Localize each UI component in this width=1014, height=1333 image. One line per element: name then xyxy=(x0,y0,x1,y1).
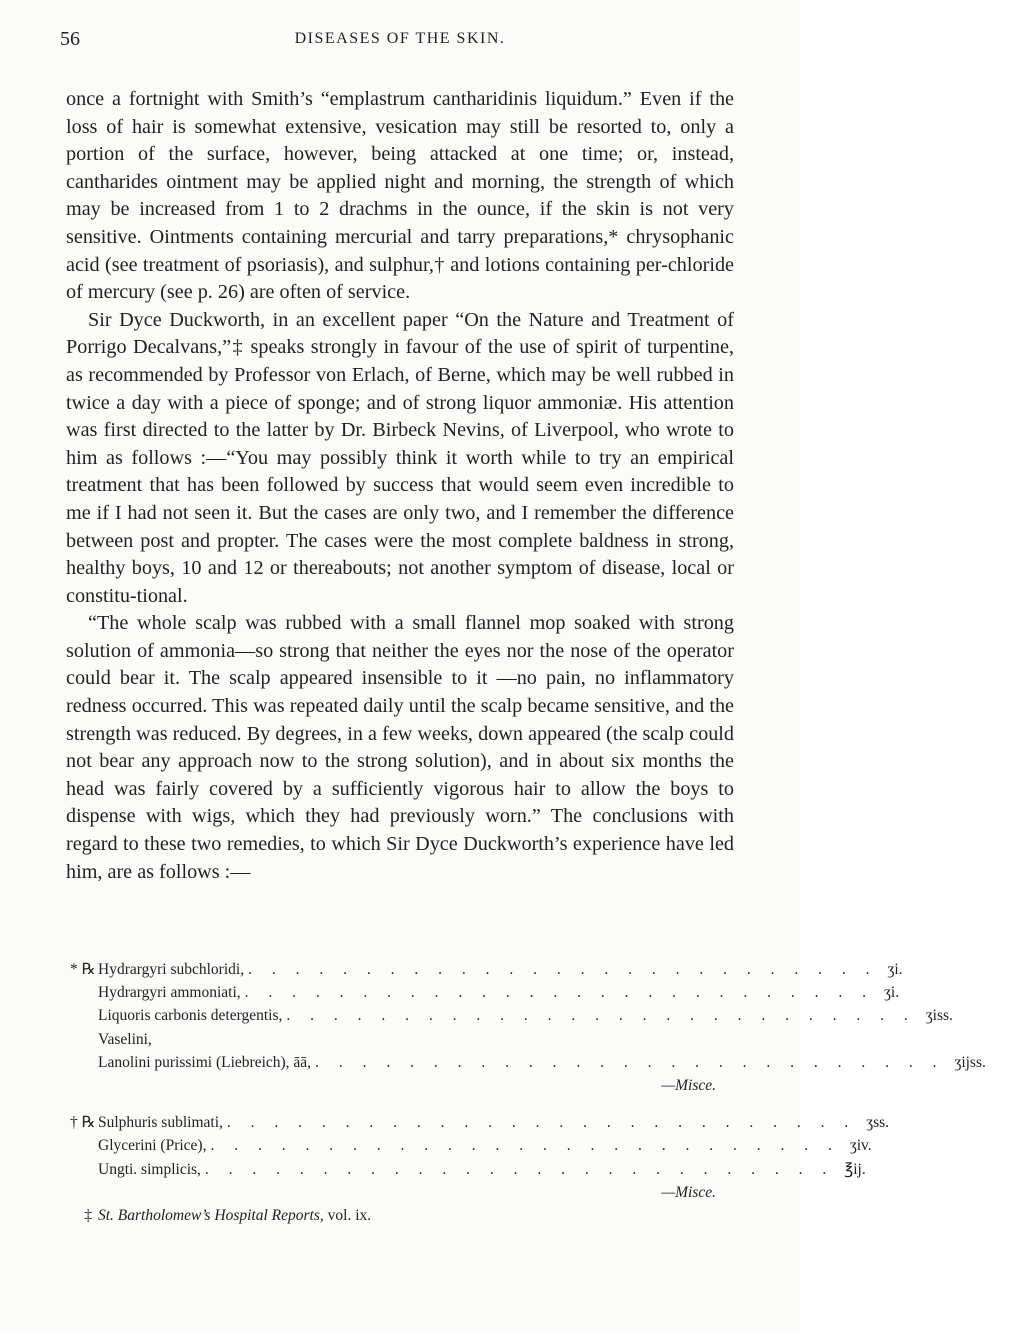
ingredient: Sulphuris sublimati, xyxy=(98,1114,223,1132)
paragraph: Sir Dyce Duckworth, in an excellent paper “On the Nature and Treatment of Porrigo Decalvans,”‡ speaks strongly in favour of the use of spirit of turpentine, as recommended by Professor von Erlach, of Berne, which may be well rubbed in twice a day with a piece of sponge; and of strong liquor ammoniæ. His attention was first directed to the latter by Dr. Birbeck Nevins, of Liverpool, who wrote to him as follows :—“You may possibly think it worth while to try an empirical treatment that has been followed by success that would seem even incredible to me if I had not seen it. But the cases are only two, and I remember the difference between post and propter. The cases were the most complete baldness in strong, healthy boys, 10 and 12 or thereabouts; not another symptom of disease, local or constitu-tional. xyxy=(66,308,734,607)
misce-label: —Misce. xyxy=(661,1077,716,1095)
footnote-line xyxy=(70,1134,872,1157)
page-number: 56 xyxy=(60,28,80,50)
quantity: ʒijss. xyxy=(954,1053,986,1071)
footnote-line xyxy=(70,1111,890,1134)
footnote-mark: † ℞ xyxy=(70,1114,96,1132)
page-header xyxy=(60,28,740,58)
footnote-line xyxy=(70,958,903,981)
quantity: ʒiss. xyxy=(925,1007,953,1025)
paragraph: “The whole scalp was rubbed with a small flannel mop soaked with strong solution of ammonia—so strong that neither the eyes nor the nose of the operator could bear it. The scalp appeared insensible to it —no pain, no inflammatory redness occurred. This was repeated daily until the scalp became sensitive, and the strength was reduced. By degrees, in a few weeks, down appeared (the scalp could not bear any approach now to the strong solution), and in about six months the head was fairly covered by a sufficiently vigorous hair to allow the boys to dispense with wigs, which they had previously worn.” The conclusions with regard to these two remedies, to which Sir Dyce Duckworth’s experience have led him, are as follows :— xyxy=(66,612,734,883)
footnote-reference xyxy=(70,1204,730,1227)
running-head: DISEASES OF THE SKIN. xyxy=(294,30,506,47)
ingredient: Glycerini (Price), xyxy=(98,1137,207,1155)
dot-leader: . . . . . . . . . . . . . . . . . . . . . . . . . . . xyxy=(286,1007,916,1025)
quantity: ʒss. xyxy=(866,1114,890,1132)
footnote-line xyxy=(70,1004,953,1027)
reference-title: St. Bartholomew’s Hospital Reports, xyxy=(98,1207,324,1225)
ingredient: Hydrargyri ammoniati, xyxy=(98,984,241,1002)
footnote-line xyxy=(70,1158,866,1181)
ingredient: Lanolini purissimi (Liebreich), āā, xyxy=(98,1053,312,1071)
dot-leader: . . . . . . . . . . . . . . . . . . . . . . . . . . . xyxy=(244,984,875,1002)
footnotes xyxy=(70,958,986,1227)
dot-leader: . . . . . . . . . . . . . . . . . . . . . . . . . . . xyxy=(204,1160,835,1178)
footnote-mark: * ℞ xyxy=(70,961,96,978)
dot-leader: . . . . . . . . . . . . . . . . . . . . . . . . . . . xyxy=(315,1053,945,1071)
dot-leader: . . . . . . . . . . . . . . . . . . . . . . . . . . . xyxy=(226,1114,857,1132)
dot-leader: . . . . . . . . . . . . . . . . . . . . . . . . . . . xyxy=(210,1137,840,1155)
footnote-line xyxy=(70,981,900,1004)
body-text xyxy=(66,86,734,886)
misce-label: —Misce. xyxy=(661,1183,716,1201)
dot-leader: . . . . . . . . . . . . . . . . . . . . . . . . . . . xyxy=(248,961,878,978)
ingredient: Liquoris carbonis detergentis, xyxy=(98,1007,283,1025)
footnote-mark: ‡ xyxy=(84,1207,92,1225)
paragraph: once a fortnight with Smith’s “emplastrum cantharidinis liquidum.” Even if the loss of hair is somewhat extensive, vesication may still be resorted to, only a portion of the surface, however, being attacked at one time; or, instead, cantharides ointment may be applied night and morning, the strength of which may be increased from 1 to 2 drachms in the ounce, if the skin is not very sensitive. Ointments containing mercurial and tarry preparations,* chrysophanic acid (see treatment of psoriasis), and sulphur,† and lotions containing per-chloride of mercury (see p. 26) are often of service. xyxy=(66,88,734,304)
ingredient: Hydrargyri subchloridi, xyxy=(98,961,245,978)
footnote-line xyxy=(70,1051,986,1074)
footnote-line xyxy=(70,1028,730,1051)
quantity: ʒiv. xyxy=(849,1137,872,1155)
quantity: ʒi. xyxy=(887,961,903,978)
reference-volume: vol. ix. xyxy=(327,1207,372,1225)
quantity: ℥ij. xyxy=(844,1160,866,1178)
ingredient: Vaselini, xyxy=(98,1030,152,1048)
quantity: ʒi. xyxy=(884,984,900,1002)
ingredient: Ungti. simplicis, xyxy=(98,1160,201,1178)
